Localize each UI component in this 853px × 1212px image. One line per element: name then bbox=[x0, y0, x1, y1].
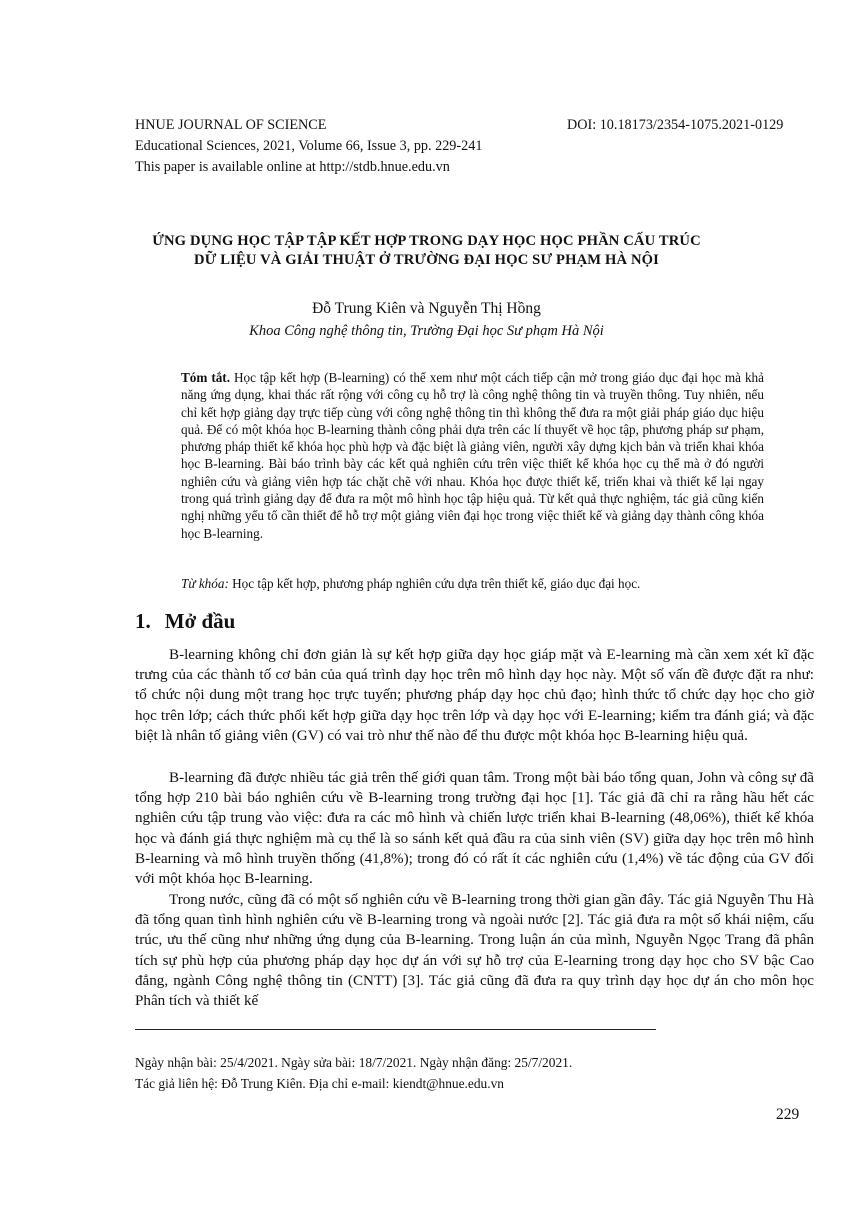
paper-title-line-2: DỮ LIỆU VÀ GIẢI THUẬT Ở TRƯỜNG ĐẠI HỌC SƯ PHẠM HÀ NỘI bbox=[194, 252, 659, 268]
page-number: 229 bbox=[776, 1106, 800, 1123]
section-number: 1. bbox=[135, 609, 151, 633]
abstract-text: Học tập kết hợp (B-learning) có thể xem như một cách tiếp cận mở trong giáo dục đại học mà khả năng ứng dụng, khai thác rất rộng với công cụ hỗ trợ là công nghệ thông tin và truyền thông. Tuy nhiên, nếu chỉ kết hợp giảng dạy trực tiếp cùng với công nghệ thông tin thì không thể đưa ra một giải pháp giáo dục hiệu quả. Để có một khóa học B-learning thành công phải dựa trên các lí thuyết về học tập, phương pháp sư phạm, phương pháp thiết kế khóa học phù hợp và đặc biệt là giảng viên, người xây dựng kịch bản và triển khai khóa học B-learning. Bài báo trình bày các kết quả nghiên cứu trên việc thiết kế khóa học cụ thể mà ở đó người nghiên cứu và giảng viên hợp tác chặt chẽ với nhau. Khóa học được thiết kế, triển khai và thiết kế lại ngay trong quá trình giảng dạy để đưa ra một mô hình học tập hiệu quả. Từ kết quả thực nghiệm, tác giả cũng kiến nghị những yếu tố cần thiết để hỗ trợ một giảng viên đại học trong việc thiết kế và giảng dạy thành công khóa học B-learning. bbox=[181, 370, 764, 541]
footnote-dates: Ngày nhận bài: 25/4/2021. Ngày sửa bài: 18/7/2021. Ngày nhận đăng: 25/7/2021. bbox=[135, 1055, 573, 1070]
abstract bbox=[181, 369, 764, 542]
section-title: Mở đầu bbox=[164, 609, 236, 633]
footnote-contact: Tác giả liên hệ: Đỗ Trung Kiên. Địa chỉ e-mail: kiendt@hnue.edu.vn bbox=[135, 1076, 504, 1091]
footnote-divider bbox=[135, 1029, 656, 1030]
abstract-label: Tóm tắt. bbox=[181, 370, 231, 385]
paragraph-2: B-learning đã được nhiều tác giả trên thế giới quan tâm. Trong một bài báo tổng quan, John và công sự đã tổng hợp 210 bài báo nghiên cứu về B-learning trong trường đại học [1]. Tác giả đã chỉ ra rằng hầu hết các nghiên cứu tập trung vào việc: đưa ra các mô hình và chiến lược triển khai B-learning (48,06%), thiết kế khóa học và đánh giá thực nghiệm mà cụ thể là so sánh kết quả đầu ra của sinh viên (SV) giữa dạy học trên mô hình B-learning và mô hình truyền thống (41,8%); trong đó có rất ít các nghiên cứu (1,4%) về tác động của GV đối với một khóa học B-learning. bbox=[135, 770, 814, 888]
paragraph-3: Trong nước, cũng đã có một số nghiên cứu về B-learning trong thời gian gần đây. Tác giả Nguyễn Thu Hà đã tổng quan tình hình nghiên cứu về B-learning trong và ngoài nước [2]. Tác giả đưa ra một số khái niệm, cấu trúc, ưu thế cũng như những ứng dụng của B-learning. Trong luận án của mình, Nguyễn Ngọc Trang đã phân tích sự phù hợp của phương pháp dạy học dự án với sự hỗ trợ của E-learning trong dạy học cho SV bậc Cao đẳng, ngành Công nghệ thông tin (CNTT) [3]. Tác giả cũng đã đưa ra quy trình dạy học dự án cho môn học Phân tích và thiết kế bbox=[135, 892, 814, 1010]
keywords-text: Học tập kết hợp, phương pháp nghiên cứu dựa trên thiết kế, giáo dục đại học. bbox=[232, 576, 641, 591]
online-line: This paper is available online at http://stdb.hnue.edu.vn bbox=[135, 159, 450, 175]
doi: DOI: 10.18173/2354-1075.2021-0129 bbox=[567, 117, 784, 133]
volume-line: Educational Sciences, 2021, Volume 66, Issue 3, pp. 229-241 bbox=[135, 138, 483, 154]
paragraph-1: B-learning không chỉ đơn giản là sự kết hợp giữa dạy học giáp mặt và E-learning mà cần xem xét kĩ đặc trưng của các thành tố cơ bản của quá trình dạy học trên mô hình dạy học này. Một số vấn đề được đặt ra như: tổ chức nội dung một trang học trực tuyến; phương pháp dạy học chủ đạo; hình thức tổ chức dạy học cho giờ học trên lớp; cách thức phối kết hợp giữa dạy học trên lớp và dạy học với E-learning; kiểm tra đánh giá; và đặc biệt là nhân tố giảng viên (GV) có vai trò như thế nào để thu được một khóa học B-learning hiệu quả. bbox=[135, 647, 814, 744]
authors: Đỗ Trung Kiên và Nguyễn Thị Hồng bbox=[312, 300, 541, 317]
paper-title-line-1: ỨNG DỤNG HỌC TẬP TẬP KẾT HỢP TRONG DẠY HỌC HỌC PHẦN CẤU TRÚC bbox=[152, 233, 701, 249]
keywords bbox=[181, 575, 764, 592]
affiliation: Khoa Công nghệ thông tin, Trường Đại học Sư phạm Hà Nội bbox=[249, 323, 604, 339]
section-heading bbox=[135, 609, 235, 634]
journal-name: HNUE JOURNAL OF SCIENCE bbox=[135, 117, 327, 133]
keywords-label: Từ khóa: bbox=[181, 576, 229, 591]
